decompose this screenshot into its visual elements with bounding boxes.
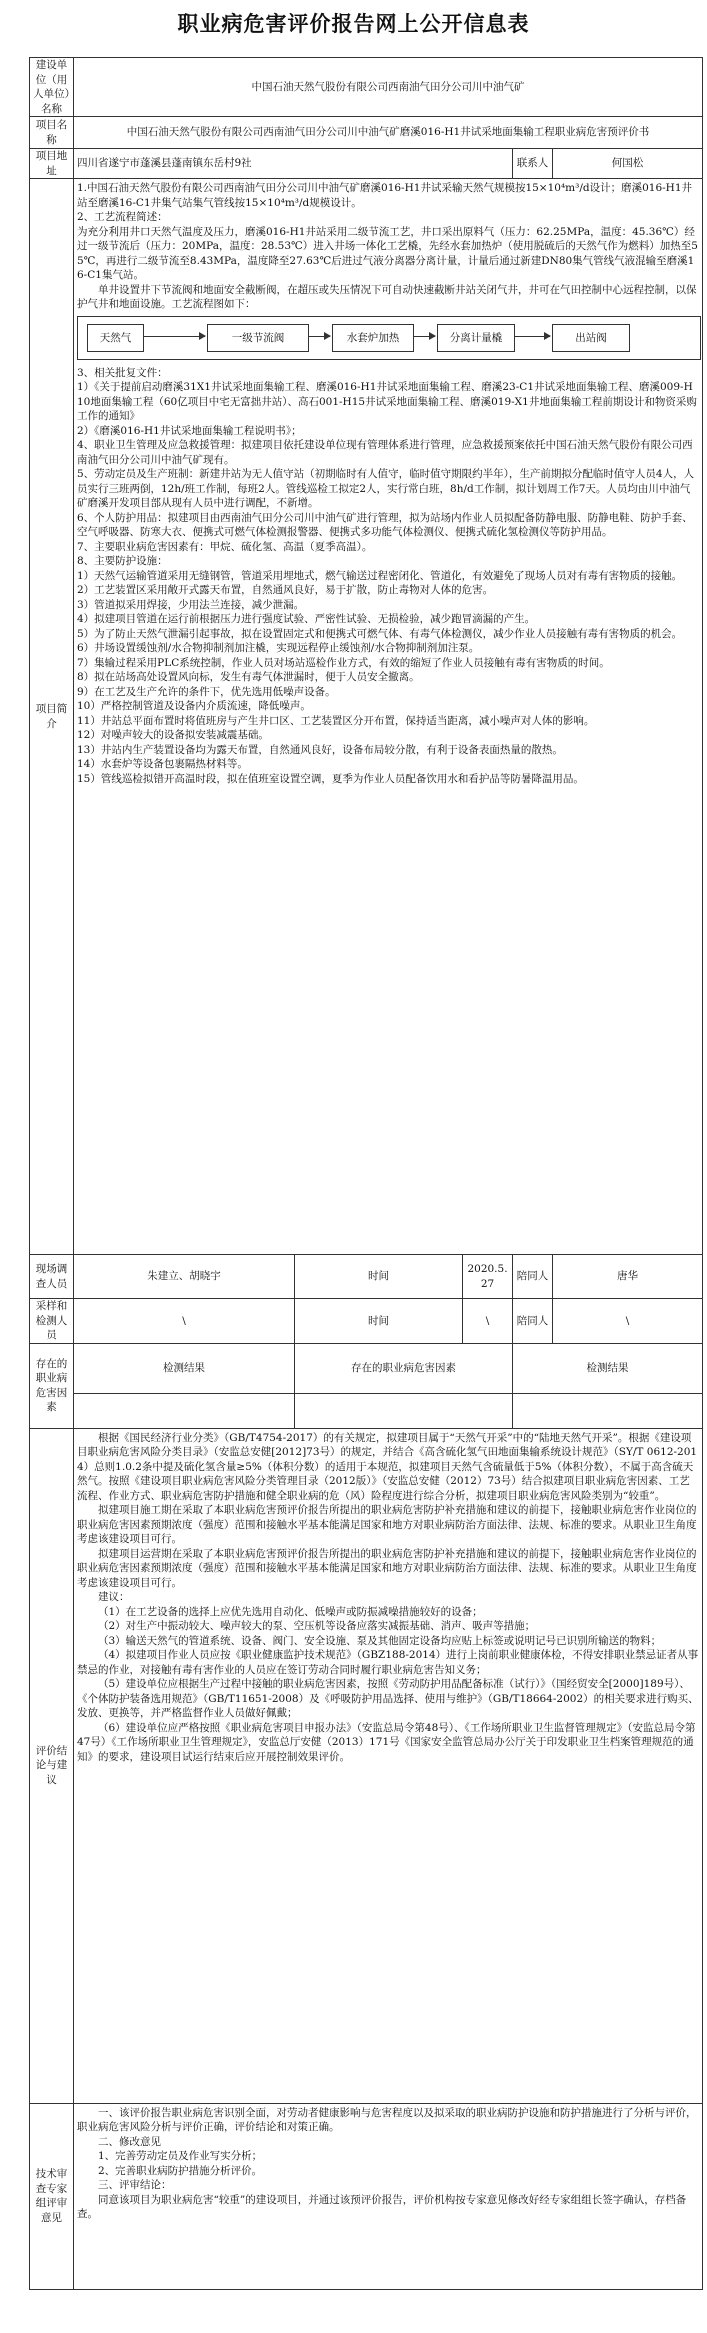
review-paragraph: 一、该评价报告职业病危害识别全面，对劳动者健康影响与危害程度以及拟采取的职业病防护设施和防护措施进行了分析与评价，职业病危害风险分析与评价正确，评价结论和对策正确。 (77, 2106, 697, 2133)
evaluation-row (30, 1428, 703, 2103)
contact-value: 何国松 (553, 149, 703, 179)
info-table (29, 57, 703, 2290)
sampling-time-value: \ (463, 1299, 513, 1344)
intro-paragraph: 14）水套炉等设备包裹隔热材料等。 (77, 758, 248, 770)
intro-paragraph: 1）天然气运输管道采用无缝钢管，管道采用埋地式，燃气输送过程密闭化、管道化，有效避免了现场人员对有毒有害物质的接触。 (77, 569, 683, 582)
survey-time-label: 时间 (295, 1255, 463, 1299)
evaluation-label: 评价结论与建议 (30, 1428, 74, 2103)
review-paragraph: 1、完善劳动定员及作业写实分析； (98, 2150, 263, 2162)
flow-step-outlet: 出站阀 (552, 324, 630, 352)
evaluation-paragraph: （6）建设单位应严格按照《职业病危害项目申报办法》（安监总局令第48号）、《工作场所职业卫生监督管理规定》（安监总局令第47号）《工作场所职业卫生管理规定》，安监总厅安健（2013）171号《国家安全监管总局办公厅关于印发职业卫生档案管理规范的通知》的要求，建设项目试运行结束后应开展控制效果评价。 (77, 1721, 696, 1763)
evaluation-paragraph: （3）输送天然气的管道系统、设备、阀门、安全设施、泵及其他固定设备均应贴上标签或说明记号已识别所输送的物料； (98, 1634, 662, 1647)
intro-paragraph: 15）管线巡检拟错开高温时段，拟在值班室设置空调，夏季为作业人员配备饮用水和看护品等防暑降温用品。 (77, 772, 584, 785)
flow-arrow (308, 336, 330, 337)
sampling-value: \ (74, 1299, 295, 1344)
intro-paragraph: 3、相关批复文件： (77, 366, 168, 379)
address-value: 四川省遂宁市蓬溪县蓬南镇东岳村9社 (74, 149, 513, 179)
project-value: 中国石油天然气股份有限公司西南油气田分公司川中油气矿磨溪016-H1井试采地面集输工程职业病危害预评价书 (74, 117, 703, 149)
review-row (30, 2103, 703, 2289)
intro-row (30, 179, 703, 1255)
evaluation-paragraph: 拟建项目运营期在采取了本职业病危害预评价报告所提出的职业病危害防护补充措施和建议的前提下，接触职业病危害作业岗位的职业病危害因素预期浓度（强度）范围和接触水平基本能满足国家和地方对职业病防治方面法律、法规、标准的要求。从职业卫生角度考虑该建设项目可行。 (77, 1547, 697, 1589)
intro-paragraph: 9）在工艺及生产允许的条件下，优先选用低噪声设备。 (77, 685, 336, 698)
evaluation-paragraph: 拟建项目施工期在采取了本职业病危害预评价报告所提出的职业病危害防护补充措施和建议的前提下，接触职业病危害作业岗位的职业病危害因素预期浓度（强度）范围和接触水平基本能满足国家和地方对职业病防治方面法律、法规、标准的要求。从职业卫生角度考虑该建设项目可行。 (77, 1504, 697, 1545)
intro-content (74, 179, 703, 1255)
flow-step-gas: 天然气 (87, 324, 144, 352)
hazards-empty-row (30, 1393, 703, 1428)
survey-escort-value: 唐华 (553, 1255, 703, 1299)
flow-step-throttle: 一级节流阀 (207, 324, 309, 352)
review-label: 技术审查专家组评审意见 (30, 2103, 74, 2289)
sampling-row (30, 1299, 703, 1344)
evaluation-paragraph: （4）拟建项目作业人员应按《职业健康监护技术规范》（GBZ188-2014）进行上岗前职业健康体检，不得安排职业禁忌证者从事禁忌的作业，对接触有毒有害作业的人员应在签订劳动合同时履行职业病危害告知义务； (77, 1649, 699, 1676)
intro-paragraph: 6）井场设置缓蚀剂/水合物抑制剂加注橇，实现远程停止缓蚀剂/水合物抑制剂加注泵。 (77, 642, 480, 654)
sampling-escort-label: 陪同人 (513, 1299, 553, 1344)
evaluation-paragraph: （1）在工艺设备的选择上应优先选用自动化、低噪声或防振减噪措施较好的设备； (98, 1605, 483, 1618)
evaluation-paragraph: （5）建设单位应根据生产过程中接触的职业病危害因素，按照《劳动防护用品配备标准（试行）》（国经贸安全[2000]189号）、《个体防护装备选用规范》（GB/T11651-2008）及《呼吸防护用品选择、使用与维护》（GB/T18664-2002）的相关要求进行购买、发放、更换等，并严格监督作业人员做好佩戴； (77, 1678, 699, 1719)
flow-arrow (413, 336, 435, 337)
intro-paragraph: 2）《磨溪016-H1井试采地面集输工程说明书》； (77, 424, 302, 437)
intro-paragraph: 3）管道拟采用焊接，少用法兰连接，减少泄漏。 (77, 598, 305, 611)
intro-paragraph: 12）对噪声较大的设备拟安装减震基础。 (77, 729, 269, 741)
evaluation-paragraph: 根据《国民经济行业分类》（GB/T4754-2017）的有关规定，拟建项目属于“天然气开采”中的“陆地天然气开采”。根据《建设项目职业病危害风险分类目录》（安监总安健[2012]73号）的规定，并结合《高含硫化氢气田地面集输系统设计规范》（SY/T 0612-2014）总则1.0.2条中提及硫化氢含量≥5%（体积分数）的适用于本规范，拟建项目天然气含硫量低于5%（体积分数），不属于高含硫天然气。按照《建设项目职业病危害风险分类管理目录（2012版）》（安监总安健（2012）73号）结合拟建项目职业病危害因素、工艺流程、作业方式、职业病危害防护措施和健全职业病的危（风）险程度进行综合分析，拟建项目职业病危害风险类别为“较重”。 (77, 1431, 698, 1502)
address-label: 项目地址 (30, 149, 74, 179)
intro-paragraph: 单井设置井下节流阀和地面安全截断阀，在超压或失压情况下可自动快速截断井站关闭气井，井可在气田控制中心远程控制，以保护气井和地面设施。工艺流程图如下： (77, 283, 697, 310)
evaluation-content (74, 1428, 703, 2103)
evaluation-paragraph: 建议： (98, 1591, 130, 1603)
hazards-header-row (30, 1343, 703, 1393)
intro-label: 项目简介 (30, 179, 74, 1255)
survey-time-value: 2020.5.27 (463, 1255, 513, 1299)
employer-label: 建设单位（用人单位）名称 (30, 58, 74, 117)
intro-paragraph: 6、个人防护用品：拟建项目由西南油气田分公司川中油气矿进行管理，拟为站场内作业人员拟配备防静电服、防静电鞋、防护手套、空气呼吸器、防寒大衣、便携式可燃气体检测报警器、便携式多功能气体检测仪、便携式硫化氢检测仪等防护用品。 (77, 511, 693, 538)
review-paragraph: 同意该项目为职业病危害“较重”的建设项目，并通过该预评价报告，评价机构按专家意见修改好经专家组组长签字确认，存档备查。 (77, 2193, 687, 2220)
flow-arrow (514, 336, 550, 337)
review-content (74, 2103, 703, 2289)
intro-paragraph: 5、劳动定员及生产班制：新建井站为无人值守站（初期临时有人值守，临时值守期限约半年），生产前期拟分配临时值守人员4人，人员实行三班两倒，12h/班工作制，每班2人。管线巡检工拟定2人，实行常白班，8h/d工作制，拟计划周工作7天。人员均由川中油气矿磨溪开发项目部从现有人员中进行调配，不新增。 (77, 468, 695, 509)
contact-label: 联系人 (513, 149, 553, 179)
hazards-col-result: 检测结果 (74, 1343, 295, 1393)
hazards-label: 存在的职业病危害因素 (30, 1343, 74, 1428)
intro-paragraph: 7）集输过程采用PLC系统控制，作业人员对场站巡检作业方式，有效的缩短了作业人员接触有毒有害物质的时间。 (77, 656, 610, 669)
review-paragraph: 2、完善职业病防护措施分析评价。 (98, 2164, 263, 2177)
sampling-escort-value: \ (553, 1299, 703, 1344)
employer-value: 中国石油天然气股份有限公司西南油气田分公司川中油气矿 (74, 58, 703, 117)
intro-paragraph: 4）拟建项目管道在运行前根据压力进行强度试验、严密性试验、无损检验，减少跑冒滴漏的产生。 (77, 613, 536, 625)
hazards-col-result-2: 检测结果 (513, 1343, 703, 1393)
page-title: 职业病危害评价报告网上公开信息表 (177, 12, 530, 36)
project-row (30, 117, 703, 149)
flow-step-heater: 水套炉加热 (332, 324, 414, 352)
project-label: 项目名称 (30, 117, 74, 149)
intro-paragraph: 5）为了防止天然气泄漏引起事故，拟在设置固定式和便携式可燃气体、有毒气体检测仪，减少作业人员接触有毒有害物质的机会。 (77, 627, 683, 640)
intro-paragraph: 13）井站内生产装置设备均为露天布置，自然通风良好，设备布局较分散，有利于设备表面热量的散热。 (77, 743, 563, 756)
flow-step-separator: 分离计量橇 (437, 324, 515, 352)
intro-paragraph: 8）拟在站场高处设置风向标，发生有毒气体泄漏时，便于人员安全撤离。 (77, 671, 420, 683)
intro-paragraph: 11）井站总平面布置时将值班房与产生井口区、工艺装置区分开布置，保持适当距离，减小噪声对人体的影响。 (77, 714, 595, 727)
intro-paragraph: 1）《关于提前启动磨溪31X1井试采地面集输工程、磨溪016-H1井试采地面集输工程、磨溪23-C1井试采地面集输工程、磨溪009-H10地面集输工程（60亿项目中宅无富拙井站）、高石001-H15井试采地面集输工程、磨溪019-X1井地面集输工程前期设计和物资采购工作的通知》 (77, 381, 697, 422)
flow-arrow (143, 336, 205, 337)
intro-paragraph: 8、主要防护设施： (77, 555, 168, 567)
survey-escort-label: 陪同人 (513, 1255, 553, 1299)
evaluation-paragraph: （2）对生产中振动较大、噪声较大的泵、空压机等设备应落实减振基础、消声、吸声等措施； (98, 1620, 536, 1632)
survey-label: 现场调查人员 (30, 1255, 74, 1299)
intro-paragraph: 2、工艺流程简述： (77, 211, 168, 223)
intro-paragraph: 2）工艺装置区采用敞开式露天布置，自然通风良好，易于扩散，防止毒物对人体的危害。 (77, 584, 494, 596)
employer-row (30, 58, 703, 117)
survey-value: 朱建立、胡晓宇 (74, 1255, 295, 1299)
intro-paragraph: 为充分利用井口天然气温度及压力，磨溪016-H1井站采用二级节流工艺，井口采出原料气（压力：62.25MPa，温度：45.36℃）经过一级节流后（压力：20MPa，温度：28.53℃）进入井场一体化工艺橇，先经水套加热炉（使用脱硫后的天然气作为燃料）加热至55℃，再进行二级节流至8.43MPa，温度降至27.63℃后进过气液分离器分离计量，计量后通过新建DN80集气管线气液混输至磨溪16-C1集气站。 (77, 225, 698, 281)
address-row (30, 149, 703, 179)
review-paragraph: 二、修改意见 (98, 2135, 161, 2148)
sampling-time-label: 时间 (295, 1299, 463, 1344)
intro-paragraph: 7、主要职业病危害因素有：甲烷、硫化氢、高温（夏季高温）。 (77, 540, 373, 553)
intro-paragraph: 10）严格控制管道及设备内介质流速，降低噪声。 (77, 700, 311, 712)
survey-row (30, 1255, 703, 1299)
hazards-col-factor: 存在的职业病危害因素 (295, 1343, 513, 1393)
intro-paragraph: 1.中国石油天然气股份有限公司西南油气田分公司川中油气矿磨溪016-H1井试采输天然气规模按15×10⁴m³/d设计；磨溪016-H1井站至磨溪16-C1井集气站集气管线按15×10⁴m³/d规模设计。 (77, 182, 693, 209)
review-paragraph: 三、评审结论： (98, 2179, 172, 2191)
process-flow-diagram (77, 316, 699, 360)
sampling-label: 采样和检测人员 (30, 1299, 74, 1344)
intro-paragraph: 4、职业卫生管理及应急救援管理：拟建项目依托建设单位现有管理体系进行管理，应急救援预案依托中国石油天然气股份有限公司西南油气田分公司川中油气矿现有。 (77, 439, 693, 466)
